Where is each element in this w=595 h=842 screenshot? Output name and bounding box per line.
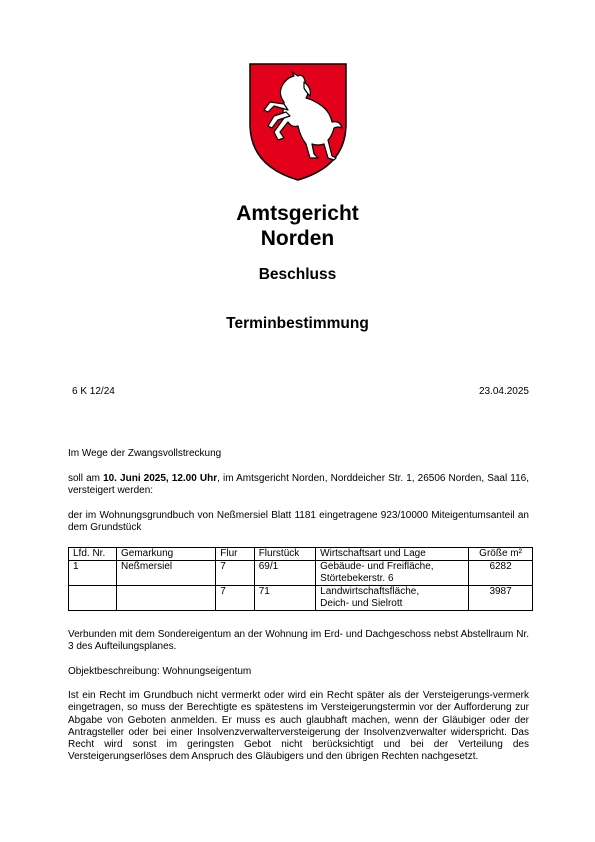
header-wirtschaftsart: Wirtschaftsart und Lage xyxy=(316,548,469,561)
document-subject: Terminbestimmung xyxy=(226,315,369,332)
property-intro-paragraph: der im Wohnungsgrundbuch von Neßmersiel Blatt 1181 eingetragene 923/10000 Miteigentumsanteil an dem Grundstück xyxy=(68,510,529,534)
cell-flur: 7 xyxy=(216,586,254,611)
cell-groesse: 3987 xyxy=(469,586,533,611)
object-description: Objektbeschreibung: Wohnungseigentum xyxy=(68,666,252,677)
connected-paragraph: Verbunden mit dem Sondereigentum an der Wohnung im Erd- und Dachgeschoss nebst Abstellraum Nr. 3 des Aufteilungsplanes. xyxy=(68,629,529,653)
lage-line2: Störtebekerstr. 6 xyxy=(320,573,394,584)
lage-line1: Gebäude- und Freifläche, xyxy=(320,561,434,572)
auction-date: 10. Juni 2025, 12.00 Uhr xyxy=(103,473,218,484)
cell-flur: 7 xyxy=(216,561,254,586)
lower-saxony-horse-crest-icon xyxy=(248,62,348,182)
legal-notice-paragraph: Ist ein Recht im Grundbuch nicht vermerkt oder wird ein Recht später als der Versteigerungs-vermerk eingetragen, so muss der Berechtigte es spätestens im Versteigerungstermin vor der Aufforderung zur Abgabe von Geboten anmelden. Er muss es auch glaubhaft machen, wenn der Gläubiger oder der Antragsteller oder bei einer Insolvenzverwalterversteigerung der Insolvenzverwalter widerspricht. Das Recht wird sonst im geringsten Gebot nicht berücksichtigt und bei der Verteilung des Versteigerungserlöses dem Anspruch des Gläubigers und den übrigen Rechten nachgesetzt. xyxy=(68,690,529,763)
auction-paragraph xyxy=(68,473,529,498)
document-type: Beschluss xyxy=(258,266,337,283)
header-flur: Flur xyxy=(216,548,254,561)
header-flurstueck: Flurstück xyxy=(254,548,315,561)
header-gemarkung: Gemarkung xyxy=(116,548,215,561)
cell-lage xyxy=(316,561,469,586)
table-row xyxy=(69,561,533,586)
cell-groesse: 6282 xyxy=(469,561,533,586)
cell-lfd xyxy=(69,586,117,611)
cell-lage xyxy=(316,586,469,611)
lage-line2: Deich- und Sielrott xyxy=(320,598,403,609)
header-lfd-nr: Lfd. Nr. xyxy=(69,548,117,561)
table-header-row xyxy=(69,548,533,561)
auction-prefix: soll am xyxy=(68,473,104,484)
case-number: 6 K 12/24 xyxy=(72,386,115,397)
cell-gemarkung: Neßmersiel xyxy=(116,561,215,586)
table-row xyxy=(69,586,533,611)
cell-flurstueck: 69/1 xyxy=(254,561,315,586)
court-name-line2: Norden xyxy=(260,227,335,250)
property-table xyxy=(68,547,533,611)
document-date: 23.04.2025 xyxy=(478,386,529,397)
cell-lfd: 1 xyxy=(69,561,117,586)
court-name-line1: Amtsgericht xyxy=(236,202,359,225)
intro-paragraph: Im Wege der Zwangsvollstreckung xyxy=(68,448,222,459)
cell-flurstueck: 71 xyxy=(254,586,315,611)
lage-line1: Landwirtschaftsfläche, xyxy=(320,586,420,597)
header-groesse: Größe m² xyxy=(469,548,533,561)
auction-suffix: , im Amtsgericht Norden, Norddeicher Str. 1, 26506 Norden, Saal 116, versteigert werden: xyxy=(68,473,530,497)
cell-gemarkung xyxy=(116,586,215,611)
